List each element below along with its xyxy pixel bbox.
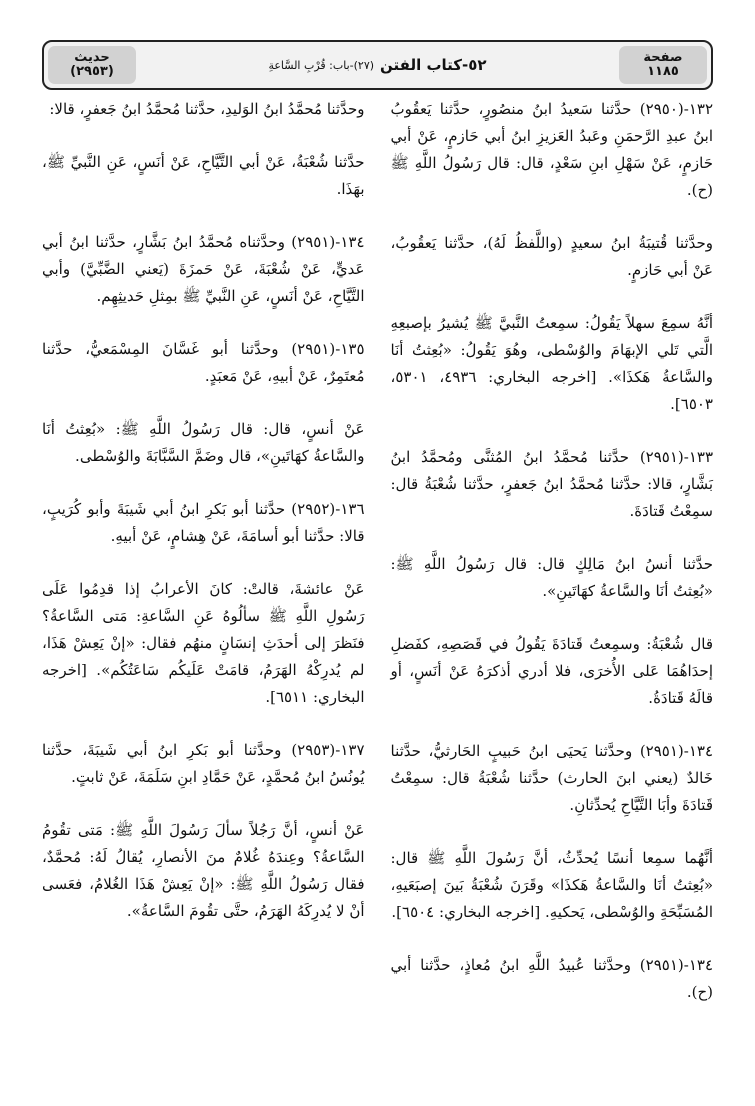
paragraph: ١٣٢-(٢٩٥٠) حدَّثنا سَعيدُ ابنُ منصُورٍ، حدَّثنا يَعقُوبُ ابنُ عبدِ الرَّحمَنِ وعَبدُ العَزيزِ ابنُ أبي حَازمٍ، عَنْ أبي حَازمٍ، عَنْ سَهْلِ ابنِ سَعْدٍ، قال: قال رَسُولُ اللَّهِ ﷺ (ح). bbox=[390, 100, 713, 199]
page-number-box bbox=[619, 46, 707, 84]
page-number: ١١٨٥ bbox=[647, 64, 679, 79]
paragraph: عَنْ أنسٍ، قال: قال رَسُولُ اللَّهِ ﷺ: «بُعِثتُ أنَا والسَّاعةُ كهَاتَينِ»، قال وضَمَّ السَّبَّابَةَ والوُسْطى. bbox=[42, 420, 365, 465]
paragraph: ١٣٣-(٢٩٥١) حدَّثنا مُحمَّدُ ابنُ المُثنَّى ومُحمَّدُ ابنُ بَشَّارٍ، قالا: حدَّثنا مُحمَّدُ ابنُ جَعفرٍ، حدَّثنا شُعْبَةُ قال: سمِعْتُ قَتادَةَ. bbox=[390, 448, 713, 520]
paragraph: حدَّثنا أنسُ ابنُ مَالِكٍ قال: قال رَسُولُ اللَّهِ ﷺ: «بُعِثتُ أنَا والسَّاعةُ كهَاتَينِ». bbox=[390, 555, 713, 600]
book-title: ٥٢-كتاب الفتن bbox=[380, 56, 487, 74]
paragraph: وحدَّثنا مُحمَّدُ ابنُ الوَليدِ، حدَّثنا مُحمَّدُ ابنُ جَعفرٍ، قالا: bbox=[49, 100, 365, 118]
text-columns bbox=[42, 96, 713, 1086]
hadith-number-box bbox=[48, 46, 136, 84]
paragraph: قال شُعْبَةُ: وسمِعتُ قَتادَةَ يَقُولُ في قَصَصِهِ، كفَضلِ إحدَاهُمَا عَلى الأُخرَى، فلا أدري أذكرَهُ عَنْ أنَسٍ، أو قالَهُ قَتادَةُ. bbox=[390, 635, 713, 707]
chapter-title: (٢٧)-باب: قُرْبِ السَّاعةِ bbox=[268, 58, 375, 72]
hadith-number: (٢٩٥٣) bbox=[70, 64, 114, 79]
paragraph: ١٣٤-(٢٩٥١) وحدَّثنا يَحيَى ابنُ حَبيبٍ الحَارثيُّ، حدَّثنا خَالدٌ (يعني ابنَ الحارث) حدَّثنا شُعْبَةُ قال: سمِعْتُ قَتادَةَ وأبَا التَّيَّاحِ يُحدِّثانِ. bbox=[390, 742, 713, 814]
left-column bbox=[42, 96, 365, 1086]
paragraph: ١٣٤-(٢٩٥١) وحدَّثناه مُحمَّدُ ابنُ بَشَّارٍ، حدَّثنا ابنُ أبي عَديٍّ، عَنْ شُعْبَةَ، عَنْ حَمزَةَ (يَعني الضَّبِّيَّ) وأبي التَّيَّاحِ، عَنْ أنَسٍ، عَنِ النَّبيِّ ﷺ بمِثلِ حَديثِهِم. bbox=[42, 233, 365, 305]
paragraph: عَنْ عائشةَ، قالتْ: كانَ الأعرابُ إذا قدِمُوا عَلَى رَسُولِ اللَّهِ ﷺ سألُوهُ عَنِ السَّاعةِ: مَتى السَّاعةُ؟ فنَظرَ إلى أحدَثِ إنسَانٍ منهُم فقال: «إنْ يَعِشْ هَذَا، لم يُدرِكْهُ الهَرَمُ، قامَتْ عَلَيكُم سَاعَتُكُم». [اخرجه البخاري: ٦٥١١]. bbox=[42, 580, 365, 706]
paragraph: أنَّهُ سمِعَ سهلاً يَقُولُ: سمِعتُ النَّبيَّ ﷺ يُشيرُ بإصبعِهِ الَّتي تَلي الإبهَامَ والوُسْطى، وهُوَ يَقُولُ: «بُعِثتُ أنَا والسَّاعةُ هَكذَا». [اخرجه البخاري: ٤٩٣٦، ٥٣٠١، ٦٥٠٣]. bbox=[390, 314, 714, 413]
paragraph: وحدَّثنا قُتيبَةُ ابنُ سعيدٍ (واللَّفظُ لَهُ)، حدَّثنا يَعقُوبُ، عَنْ أبي حَازمٍ. bbox=[390, 234, 713, 279]
page-label: صفحة bbox=[643, 50, 683, 66]
paragraph: عَنْ أنسٍ، أنَّ رَجُلاً سألَ رَسُولَ اللَّهِ ﷺ: مَتى تقُومُ السَّاعةُ؟ وعِندَهُ غُلامٌ منَ الأنصارِ، يُقالُ لَهُ: مُحمَّدٌ، فقال رَسُولُ اللَّهِ ﷺ: «إنْ يَعِشْ هَذَا الغُلامُ، فعَسى أنْ لا يُدرِكَهُ الهَرَمُ، حتَّى تقُومَ السَّاعةُ». bbox=[42, 821, 365, 920]
paragraph: ١٣٧-(٢٩٥٣) وحدَّثنا أبو بَكرِ ابنُ أبي شَيبَةَ، حدَّثنا يُونُسُ ابنُ مُحمَّدٍ، عَنْ حَمَّادِ ابنِ سَلَمَةَ، عَنْ ثابتٍ. bbox=[42, 741, 365, 786]
header-title bbox=[144, 42, 611, 88]
page-header bbox=[42, 40, 713, 90]
hadith-label: حديث bbox=[74, 50, 110, 66]
paragraph: ١٣٦-(٢٩٥٢) حدَّثنا أبو بَكرِ ابنُ أبي شَيبَةَ وأبو كُرَيبٍ، قالا: حدَّثنا أبو أسامَةَ، عَنْ هِشامٍ، عَنْ أبيهِ. bbox=[42, 500, 365, 545]
paragraph: ١٣٥-(٢٩٥١) وحدَّثنا أبو غَسَّانَ المِسْمَعيُّ، حدَّثنا مُعتَمِرٌ، عَنْ أبيهِ، عَنْ مَعبَدٍ. bbox=[42, 340, 365, 385]
paragraph: ١٣٤-(٢٩٥١) وحدَّثنا عُبيدُ اللَّهِ ابنُ مُعاذٍ، حدَّثنا أبي (ح). bbox=[390, 956, 713, 1001]
paragraph: حدَّثنا شُعْبَةُ، عَنْ أبي التَّيَّاحِ، عَنْ أنَسٍ، عَنِ النَّبيِّ ﷺ، بهَذَا. bbox=[42, 153, 365, 198]
right-column bbox=[391, 96, 714, 1086]
paragraph: أنَّهُما سمِعا أنسًا يُحدِّثُ، أنَّ رَسُولَ اللَّهِ ﷺ قال: «بُعِثتُ أنَا والسَّاعةُ هَكذَا» وقَرَنَ شُعْبَةُ بَينَ إصبَعَيهِ، المُسَبِّحَةِ والوُسْطى، يَحكيهِ. [اخرجه البخاري: ٦٥٠٤]. bbox=[390, 849, 713, 921]
